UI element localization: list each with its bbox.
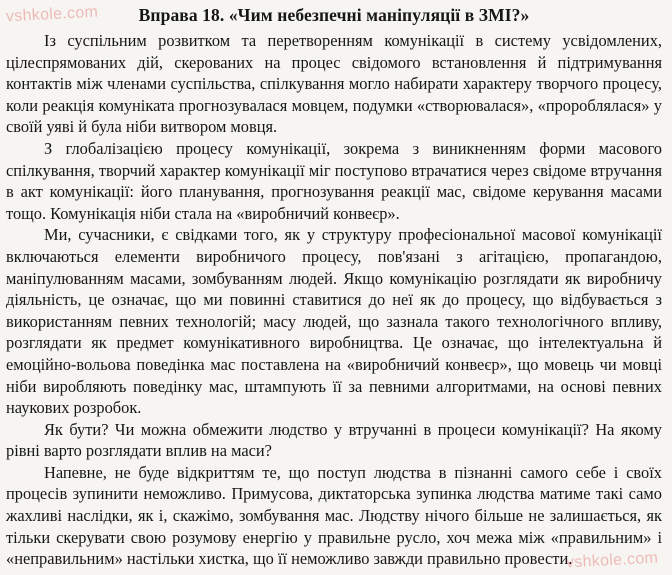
paragraph-5: Напевне, не буде відкриттям те, що поступ людства в пізнанні самого себе і своїх процесів зупинити неможливо. Примусова, диктаторська зупинка людства матиме такі само жахливі наслідки, як і, скажімо, зомбування мас. Людству нічого більше не залишається, як тільки скерувати свою розумову енергію у правильне русло, хоч межа між «правильним» і «неправильним» настільки хистка, що її неможливо завжди правильно провести.: [6, 462, 662, 569]
exercise-title: Вправа 18. «Чим небезпечні маніпуляції в ЗМІ?»: [138, 5, 530, 25]
exercise-page: [6, 4, 662, 571]
paragraph-4: Як бути? Чи можна обмежити людство у втручанні в процеси комунікації? На якому рівні варто розглядати вплив на маси?: [6, 419, 662, 461]
watermark-bottom: vshkole.com: [565, 549, 659, 572]
paragraph-3: Ми, сучасники, є свідками того, як у структуру професіональної масової комунікації включаються елементи виробничого процесу, пов'язані з агітацією, пропагандою, маніпулюванням масами, зомбуванням людей. Якщо комунікацію розглядати як виробничу діяльність, це означає, що ми повинні ставитися до неї як до процесу, що відбувається з використанням певних технологій; масу людей, що зазнала такого технологічного впливу, розглядати як предмет комунікативного виробництва. Це означає, що інтелектуальна й емоційно-вольова поведінка мас поставлена на «виробничий конвеєр», що мовець чи мовці ніби виробляють поведінку мас, штампують її за певними алгоритмами, на основі певних наукових розробок.: [6, 225, 662, 418]
paragraph-2: З глобалізацією процесу комунікації, зокрема з виникненням форми масового спілкування, творчий характер комунікації міг поступово втрачатися через свідоме втручання в акт комунікації: його планування, прогнозування реакції мас, свідоме керування масами тощо. Комунікація ніби стала на «виробничий конвеєр».: [6, 138, 662, 223]
watermark-top: vshkole.com: [5, 3, 99, 26]
paragraph-1: Із суспільним розвитком та перетворенням комунікації в систему усвідомлених, цілеспрямованих дій, скерованих на процес свідомого встановлення й підтримування контактів між членами суспільства, спілкування могло набирати характеру творчого процесу, коли реакція комуніката прогнозувалася мовцем, подумки «створювалася», «пророблялася» у своїй уяві й була ніби витвором мовця.: [6, 31, 662, 137]
